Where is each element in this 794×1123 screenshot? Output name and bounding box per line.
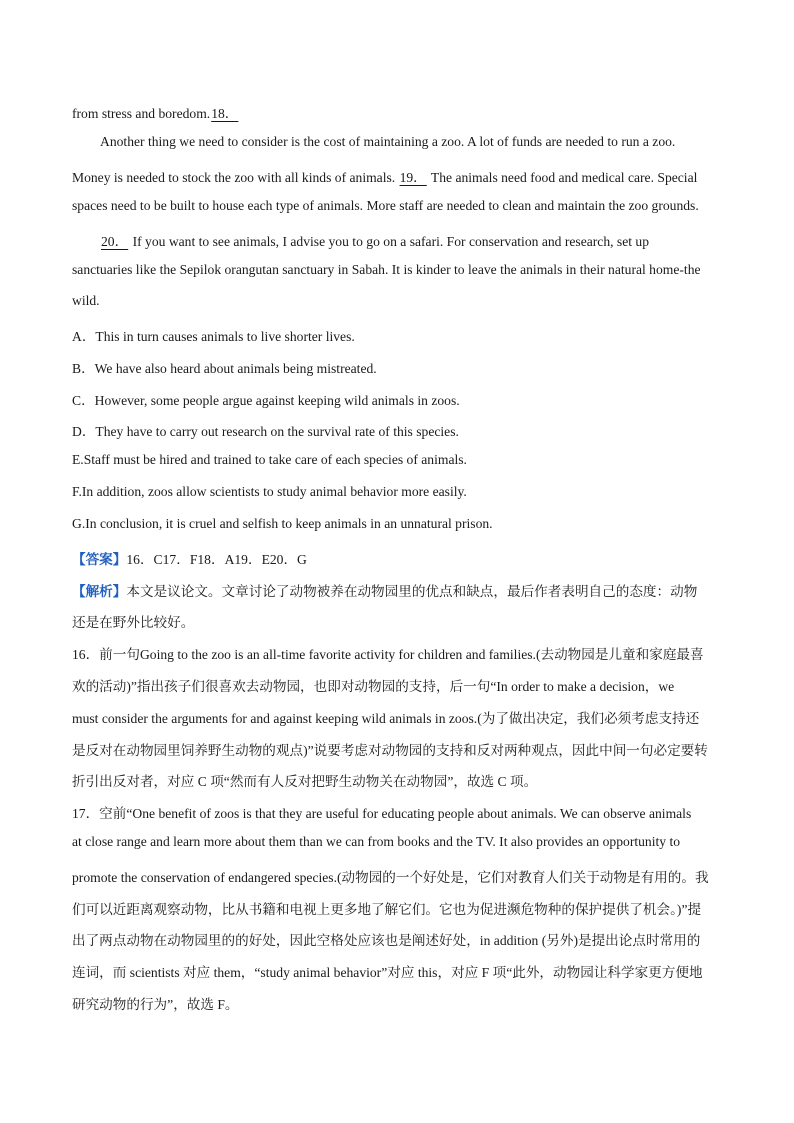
q16-line: must consider the arguments for and against keeping wild animals in zoos.(为了做出决定，我们必须考虑支持还: [72, 711, 700, 726]
option-d: D．They have to carry out research on the survival rate of this species.: [72, 424, 459, 439]
answer-text: 16．C17．F18．A19．E20．G: [126, 552, 307, 567]
option-g: G.In conclusion, it is cruel and selfish to keep animals in an unnatural prison.: [72, 516, 493, 531]
q17-line: 连词，而 scientists 对应 them，“study animal behavior”对应 this，对应 F 项“此外，动物园让科学家更方便地: [72, 965, 703, 980]
passage-text: from stress and boredom.: [72, 106, 211, 121]
passage-line-1: [72, 102, 239, 122]
q17-line: at close range and learn more about them than we can from books and the TV. It also provides an opportunity to: [72, 834, 681, 849]
q17-line: 们可以近距离观察动物，比从书籍和电视上更多地了解它们。它也为促进濒危物种的保护提供了机会。)”提: [72, 902, 702, 917]
passage-line-3: [72, 166, 697, 186]
answer-line: [72, 548, 307, 568]
passage-line-2: Another thing we need to consider is the cost of maintaining a zoo. A lot of funds are needed to run a zoo.: [100, 134, 676, 149]
passage-line-7: wild.: [72, 293, 100, 308]
blank-18: 18．: [211, 106, 239, 121]
blank-20: 20．: [101, 234, 129, 249]
passage-text: Money is needed to stock the zoo with all kinds of animals.: [72, 170, 396, 185]
answer-label: 【答案】: [72, 552, 127, 567]
option-b: B．We have also heard about animals being mistreated.: [72, 361, 377, 376]
q17-line: promote the conservation of endangered species.(动物园的一个好处是，它们对教育人们关于动物是有用的。我: [72, 870, 709, 885]
q16-line: 是反对在动物园里饲养野生动物的观点)”说要考虑对动物园的支持和反对两种观点，因此中间一句必定要转: [72, 743, 708, 758]
passage-text: If you want to see animals, I advise you to go on a safari. For conservation and research, set up: [132, 234, 650, 249]
option-a: A．This in turn causes animals to live shorter lives.: [72, 329, 355, 344]
passage-line-6: sanctuaries like the Sepilok orangutan sanctuary in Sabah. It is kinder to leave the animals in their natural home-the: [72, 262, 701, 277]
blank-19: 19．: [399, 170, 427, 185]
analysis-text: 本文是议论文。文章讨论了动物被养在动物园里的优点和缺点，最后作者表明自己的态度：动物: [126, 584, 698, 599]
option-c: C．However, some people argue against keeping wild animals in zoos.: [72, 393, 460, 408]
q16-line: 16．前一句Going to the zoo is an all-time favorite activity for children and families.(去动物园是儿童和家庭最喜: [72, 647, 704, 662]
option-e: E.Staff must be hired and trained to take care of each species of animals.: [72, 452, 467, 467]
option-f: F.In addition, zoos allow scientists to study animal behavior more easily.: [72, 484, 467, 499]
analysis-line-2: 还是在野外比较好。: [72, 615, 195, 630]
q17-line: 研究动物的行为”，故选 F。: [72, 997, 239, 1012]
q17-line: 17．空前“One benefit of zoos is that they are useful for educating people about animals. We can observe animals: [72, 806, 692, 821]
q17-line: 出了两点动物在动物园里的的好处，因此空格处应该也是阐述好处，in addition (另外)是提出论点时常用的: [72, 933, 701, 948]
passage-line-5: [100, 230, 649, 250]
analysis-label: 【解析】: [72, 584, 127, 599]
analysis-line-1: [72, 580, 697, 600]
passage-text: The animals need food and medical care. Special: [430, 170, 698, 185]
passage-line-4: spaces need to be built to house each type of animals. More staff are needed to clean and maintain the zoo grounds.: [72, 198, 699, 213]
q16-line: 欢的活动)”指出孩子们很喜欢去动物园，也即对动物园的支持，后一句“In order to make a decision，we: [72, 679, 675, 694]
q16-line: 折引出反对者，对应 C 项“然而有人反对把野生动物关在动物园”，故选 C 项。: [72, 774, 538, 789]
